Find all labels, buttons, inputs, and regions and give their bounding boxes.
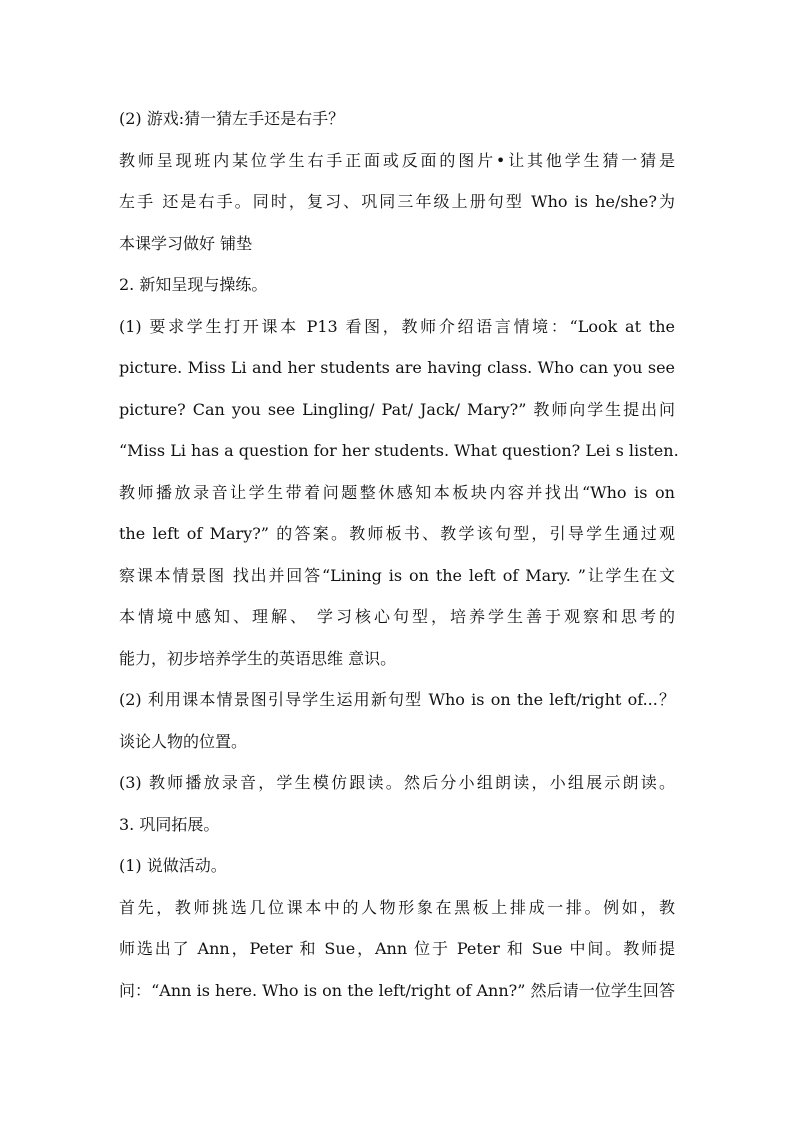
text-line: 问：“Ann is here. Who is on the left/right of Ann?” 然后请一位学生回答 [119, 980, 675, 1000]
text-line: 察课本情景图 找出并回答“Lining is on the left of Mary. ”让学生在文 [119, 565, 675, 585]
text-line: picture? Can you see Lingling/ Pat/ Jack/ Mary?” 教师向学生提出问 [119, 399, 675, 419]
document-body [119, 98, 679, 1011]
text-line: (2) 游戏:猜一猜左手还是右手？ [119, 109, 345, 128]
text-line: “Miss Li has a question for her students. What question? Lei s listen. [119, 441, 679, 460]
text-line: 教师播放录音让学生带着问题整休感知本板块内容并找出“Who is on [119, 482, 675, 502]
text-line: (2) 利用课本情景图引导学生运用新句型 Who is on the left/right of...？ [119, 690, 675, 709]
text-line: 3. 巩同拓展。 [119, 814, 220, 834]
text-line: 首先，教师挑选几位课本中的人物形象在黑板上排成一排。例如，教 [119, 897, 675, 917]
text-line: 本情境中感知、理解、 学习核心句型，培养学生善于观察和思考的 [119, 607, 675, 626]
text-line: 教师呈现班内某位学生右手正面或反面的图片•让其他学生猜一猜是 [119, 150, 675, 170]
text-line: picture. Miss Li and her students are having class. Who can you see [119, 358, 675, 377]
text-line: 2. 新知呈现与操练。 [119, 275, 268, 294]
text-line: 左手 还是右手。同时，复习、巩同三年级上册句型 Who is he/she?为 [119, 192, 675, 211]
text-line: (1) 要求学生打开课本 P13 看图，教师介绍语言情境：“Look at the [119, 316, 675, 336]
text-line: (3) 教师播放录音，学生模仿跟读。然后分小组朗读，小组展示朗读。 [119, 773, 675, 792]
text-line: (1) 说做活动。 [119, 856, 227, 875]
text-line: 本课学习做好 铺垫 [119, 233, 253, 253]
text-line: the left of Mary?” 的答案。教师板书、教学该句型，引导学生通过观 [119, 524, 675, 543]
text-line: 谈论人物的位置。 [119, 731, 248, 751]
text-line: 师选出了 Ann，Peter 和 Sue，Ann 位于 Peter 和 Sue 中间。教师提 [119, 939, 675, 958]
text-line: 能力，初步培养学生的英语思维 意识。 [119, 648, 397, 668]
